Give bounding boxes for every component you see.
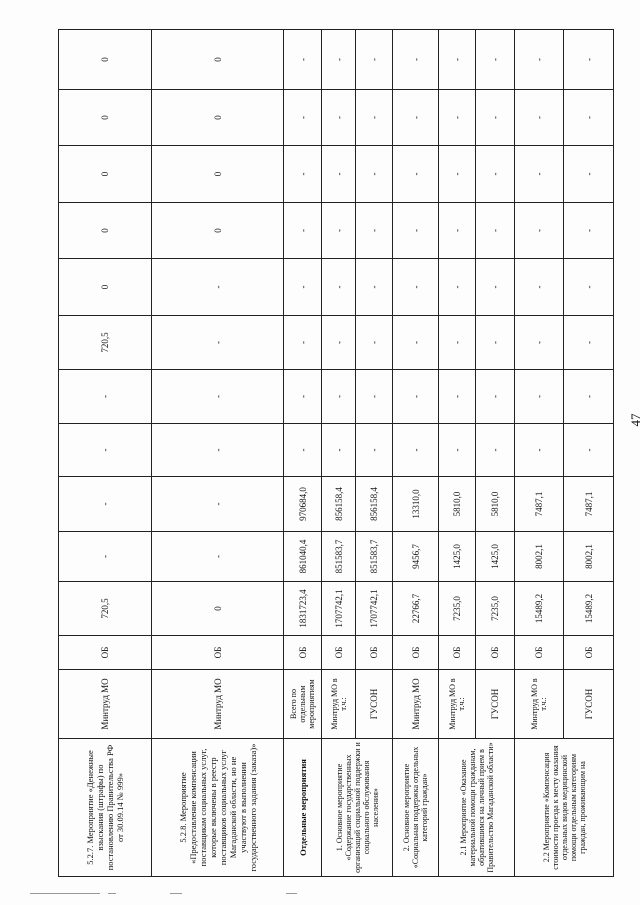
year-value-cell: 8002,1 <box>564 532 614 582</box>
year-value-cell: - <box>393 259 439 316</box>
scan-artifact-line <box>108 893 116 894</box>
total-cell: 0 <box>152 582 284 636</box>
year-value-cell: - <box>564 316 614 370</box>
source-cell: ОБ <box>439 636 476 670</box>
year-value-cell: - <box>393 370 439 424</box>
measure-name-cell: 2.2 Мероприятие «Компенсация стоимости проезда к месту оказания отдельных видов медицинской помощи отдельным категориям граждан, проживающим на <box>515 739 614 877</box>
year-value-cell: - <box>322 203 356 259</box>
year-value-cell: 13310,0 <box>393 477 439 532</box>
year-value-cell: - <box>393 30 439 90</box>
year-value-cell: - <box>515 370 564 424</box>
year-value-cell: - <box>284 146 322 203</box>
year-value-cell: 0 <box>152 90 284 146</box>
year-value-cell: - <box>322 316 356 370</box>
year-value-cell: - <box>284 203 322 259</box>
year-value-cell: - <box>152 532 284 582</box>
measure-name-cell: 2.1 Мероприятие «Оказание материальной помощи гражданам, обратившимся на личный прием в Правительство Магаданской области» <box>439 739 515 877</box>
year-value-cell: - <box>322 30 356 90</box>
executor-cell: Минтруд МО <box>59 670 152 739</box>
year-value-cell: - <box>439 203 476 259</box>
year-value-cell: - <box>322 90 356 146</box>
year-value-cell: 7487,1 <box>515 477 564 532</box>
year-value-cell: - <box>284 259 322 316</box>
year-value-cell: - <box>284 30 322 90</box>
year-value-cell: - <box>439 146 476 203</box>
total-cell: 1707742,1 <box>356 582 393 636</box>
year-value-cell: - <box>322 259 356 316</box>
year-value-cell: 7487,1 <box>564 477 614 532</box>
year-value-cell: - <box>393 90 439 146</box>
source-cell: ОБ <box>476 636 515 670</box>
program-financing-table <box>58 29 614 877</box>
scan-artifact-line <box>286 893 297 894</box>
year-value-cell: - <box>515 203 564 259</box>
year-value-cell: - <box>356 259 393 316</box>
year-value-cell: - <box>59 424 152 477</box>
year-value-cell: 856158,4 <box>356 477 393 532</box>
year-value-cell: - <box>515 90 564 146</box>
year-value-cell: - <box>393 424 439 477</box>
total-cell: 1707742,1 <box>322 582 356 636</box>
executor-cell: ГУСОН <box>356 670 393 739</box>
year-value-cell: 0 <box>152 146 284 203</box>
year-value-cell: 1425,0 <box>476 532 515 582</box>
total-cell: 1831723,4 <box>284 582 322 636</box>
year-value-cell: - <box>439 316 476 370</box>
year-value-cell: - <box>564 90 614 146</box>
year-value-cell: - <box>564 370 614 424</box>
executor-cell: Минтруд МО в т.ч.: <box>515 670 564 739</box>
year-value-cell: 0 <box>59 259 152 316</box>
source-cell: ОБ <box>322 636 356 670</box>
year-value-cell: - <box>564 146 614 203</box>
source-cell: ОБ <box>564 636 614 670</box>
year-value-cell: - <box>564 424 614 477</box>
table-row <box>439 30 476 877</box>
year-value-cell: - <box>476 259 515 316</box>
year-value-cell: 0 <box>59 30 152 90</box>
year-value-cell: 0 <box>59 203 152 259</box>
year-value-cell: - <box>393 146 439 203</box>
year-value-cell: - <box>515 316 564 370</box>
total-cell: 15489,2 <box>515 582 564 636</box>
year-value-cell: - <box>439 370 476 424</box>
year-value-cell: 861040,4 <box>284 532 322 582</box>
year-value-cell: - <box>439 90 476 146</box>
year-value-cell: - <box>152 316 284 370</box>
total-cell: 7235,0 <box>439 582 476 636</box>
page-number: 47 <box>628 413 643 427</box>
measure-name-cell: 1. Основное мероприятие «Содержание государственных организаций социальной поддержки и социального обслуживания населения» <box>322 739 393 877</box>
year-value-cell: - <box>515 424 564 477</box>
scan-artifact-line <box>30 893 100 894</box>
year-value-cell: - <box>322 370 356 424</box>
year-value-cell: - <box>393 203 439 259</box>
year-value-cell: - <box>356 370 393 424</box>
year-value-cell: - <box>284 424 322 477</box>
year-value-cell: - <box>476 316 515 370</box>
year-value-cell: - <box>284 316 322 370</box>
year-value-cell: - <box>152 370 284 424</box>
year-value-cell: - <box>284 370 322 424</box>
source-cell: ОБ <box>59 636 152 670</box>
total-cell: 22766,7 <box>393 582 439 636</box>
year-value-cell: - <box>476 30 515 90</box>
year-value-cell: - <box>393 316 439 370</box>
total-cell: 720,5 <box>59 582 152 636</box>
year-value-cell: 720,5 <box>59 316 152 370</box>
total-cell: 15489,2 <box>564 582 614 636</box>
year-value-cell: - <box>59 477 152 532</box>
year-value-cell: - <box>356 316 393 370</box>
year-value-cell: - <box>356 90 393 146</box>
table-row <box>322 30 356 877</box>
table-row <box>393 30 439 877</box>
year-value-cell: - <box>476 90 515 146</box>
year-value-cell: - <box>322 424 356 477</box>
table-row <box>284 30 322 877</box>
year-value-cell: 0 <box>59 90 152 146</box>
total-cell: 7235,0 <box>476 582 515 636</box>
year-value-cell: - <box>152 259 284 316</box>
year-value-cell: - <box>322 146 356 203</box>
year-value-cell: - <box>152 477 284 532</box>
year-value-cell: - <box>476 370 515 424</box>
table-row <box>152 30 284 877</box>
executor-cell: Минтруд МО <box>393 670 439 739</box>
executor-cell: Минтруд МО в т.ч.: <box>439 670 476 739</box>
year-value-cell: - <box>564 30 614 90</box>
year-value-cell: - <box>59 370 152 424</box>
scan-artifact-line <box>170 893 182 894</box>
measure-name-cell: 5.2.7. Мероприятие «Денежные взыскания (штрафы) по постановлению Правительства РФ от 30.09.14 № 999» <box>59 739 152 877</box>
table-row <box>515 30 564 877</box>
year-value-cell: 9456,7 <box>393 532 439 582</box>
source-cell: ОБ <box>393 636 439 670</box>
rotated-table-container <box>58 30 613 877</box>
executor-cell: ГУСОН <box>564 670 614 739</box>
year-value-cell: - <box>356 203 393 259</box>
executor-cell: ГУСОН <box>476 670 515 739</box>
year-value-cell: - <box>59 532 152 582</box>
year-value-cell: 851583,7 <box>356 532 393 582</box>
year-value-cell: - <box>515 259 564 316</box>
year-value-cell: 0 <box>152 30 284 90</box>
year-value-cell: 5810,0 <box>439 477 476 532</box>
executor-cell: Всего по отдельным мероприятиям <box>284 670 322 739</box>
executor-cell: Минтруд МО в т.ч.: <box>322 670 356 739</box>
year-value-cell: - <box>515 146 564 203</box>
measure-name-cell: Отдельные мероприятия <box>284 739 322 877</box>
table-row <box>59 30 152 877</box>
source-cell: ОБ <box>515 636 564 670</box>
year-value-cell: 1425,0 <box>439 532 476 582</box>
year-value-cell: - <box>476 203 515 259</box>
year-value-cell: 8002,1 <box>515 532 564 582</box>
source-cell: ОБ <box>284 636 322 670</box>
year-value-cell: - <box>515 30 564 90</box>
source-cell: ОБ <box>356 636 393 670</box>
year-value-cell: - <box>564 259 614 316</box>
source-cell: ОБ <box>152 636 284 670</box>
year-value-cell: - <box>284 90 322 146</box>
year-value-cell: - <box>439 30 476 90</box>
year-value-cell: - <box>356 424 393 477</box>
year-value-cell: - <box>356 30 393 90</box>
year-value-cell: 0 <box>152 203 284 259</box>
year-value-cell: 856158,4 <box>322 477 356 532</box>
year-value-cell: 851583,7 <box>322 532 356 582</box>
measure-name-cell: 5.2.8. Мероприятие «Предоставление компенсации поставщикам социальных услуг, которые включены в реестр поставщиков социальных услуг Магаданской области, но не участвуют в выполнении государственного задания (заказа)» <box>152 739 284 877</box>
year-value-cell: - <box>476 424 515 477</box>
year-value-cell: 970684,0 <box>284 477 322 532</box>
year-value-cell: - <box>152 424 284 477</box>
year-value-cell: - <box>476 146 515 203</box>
executor-cell: Минтруд МО <box>152 670 284 739</box>
year-value-cell: - <box>356 146 393 203</box>
year-value-cell: - <box>439 259 476 316</box>
measure-name-cell: 2. Основное мероприятие «Социальная поддержка отдельных категорий граждан» <box>393 739 439 877</box>
year-value-cell: 0 <box>59 146 152 203</box>
year-value-cell: 5810,0 <box>476 477 515 532</box>
year-value-cell: - <box>439 424 476 477</box>
year-value-cell: - <box>564 203 614 259</box>
